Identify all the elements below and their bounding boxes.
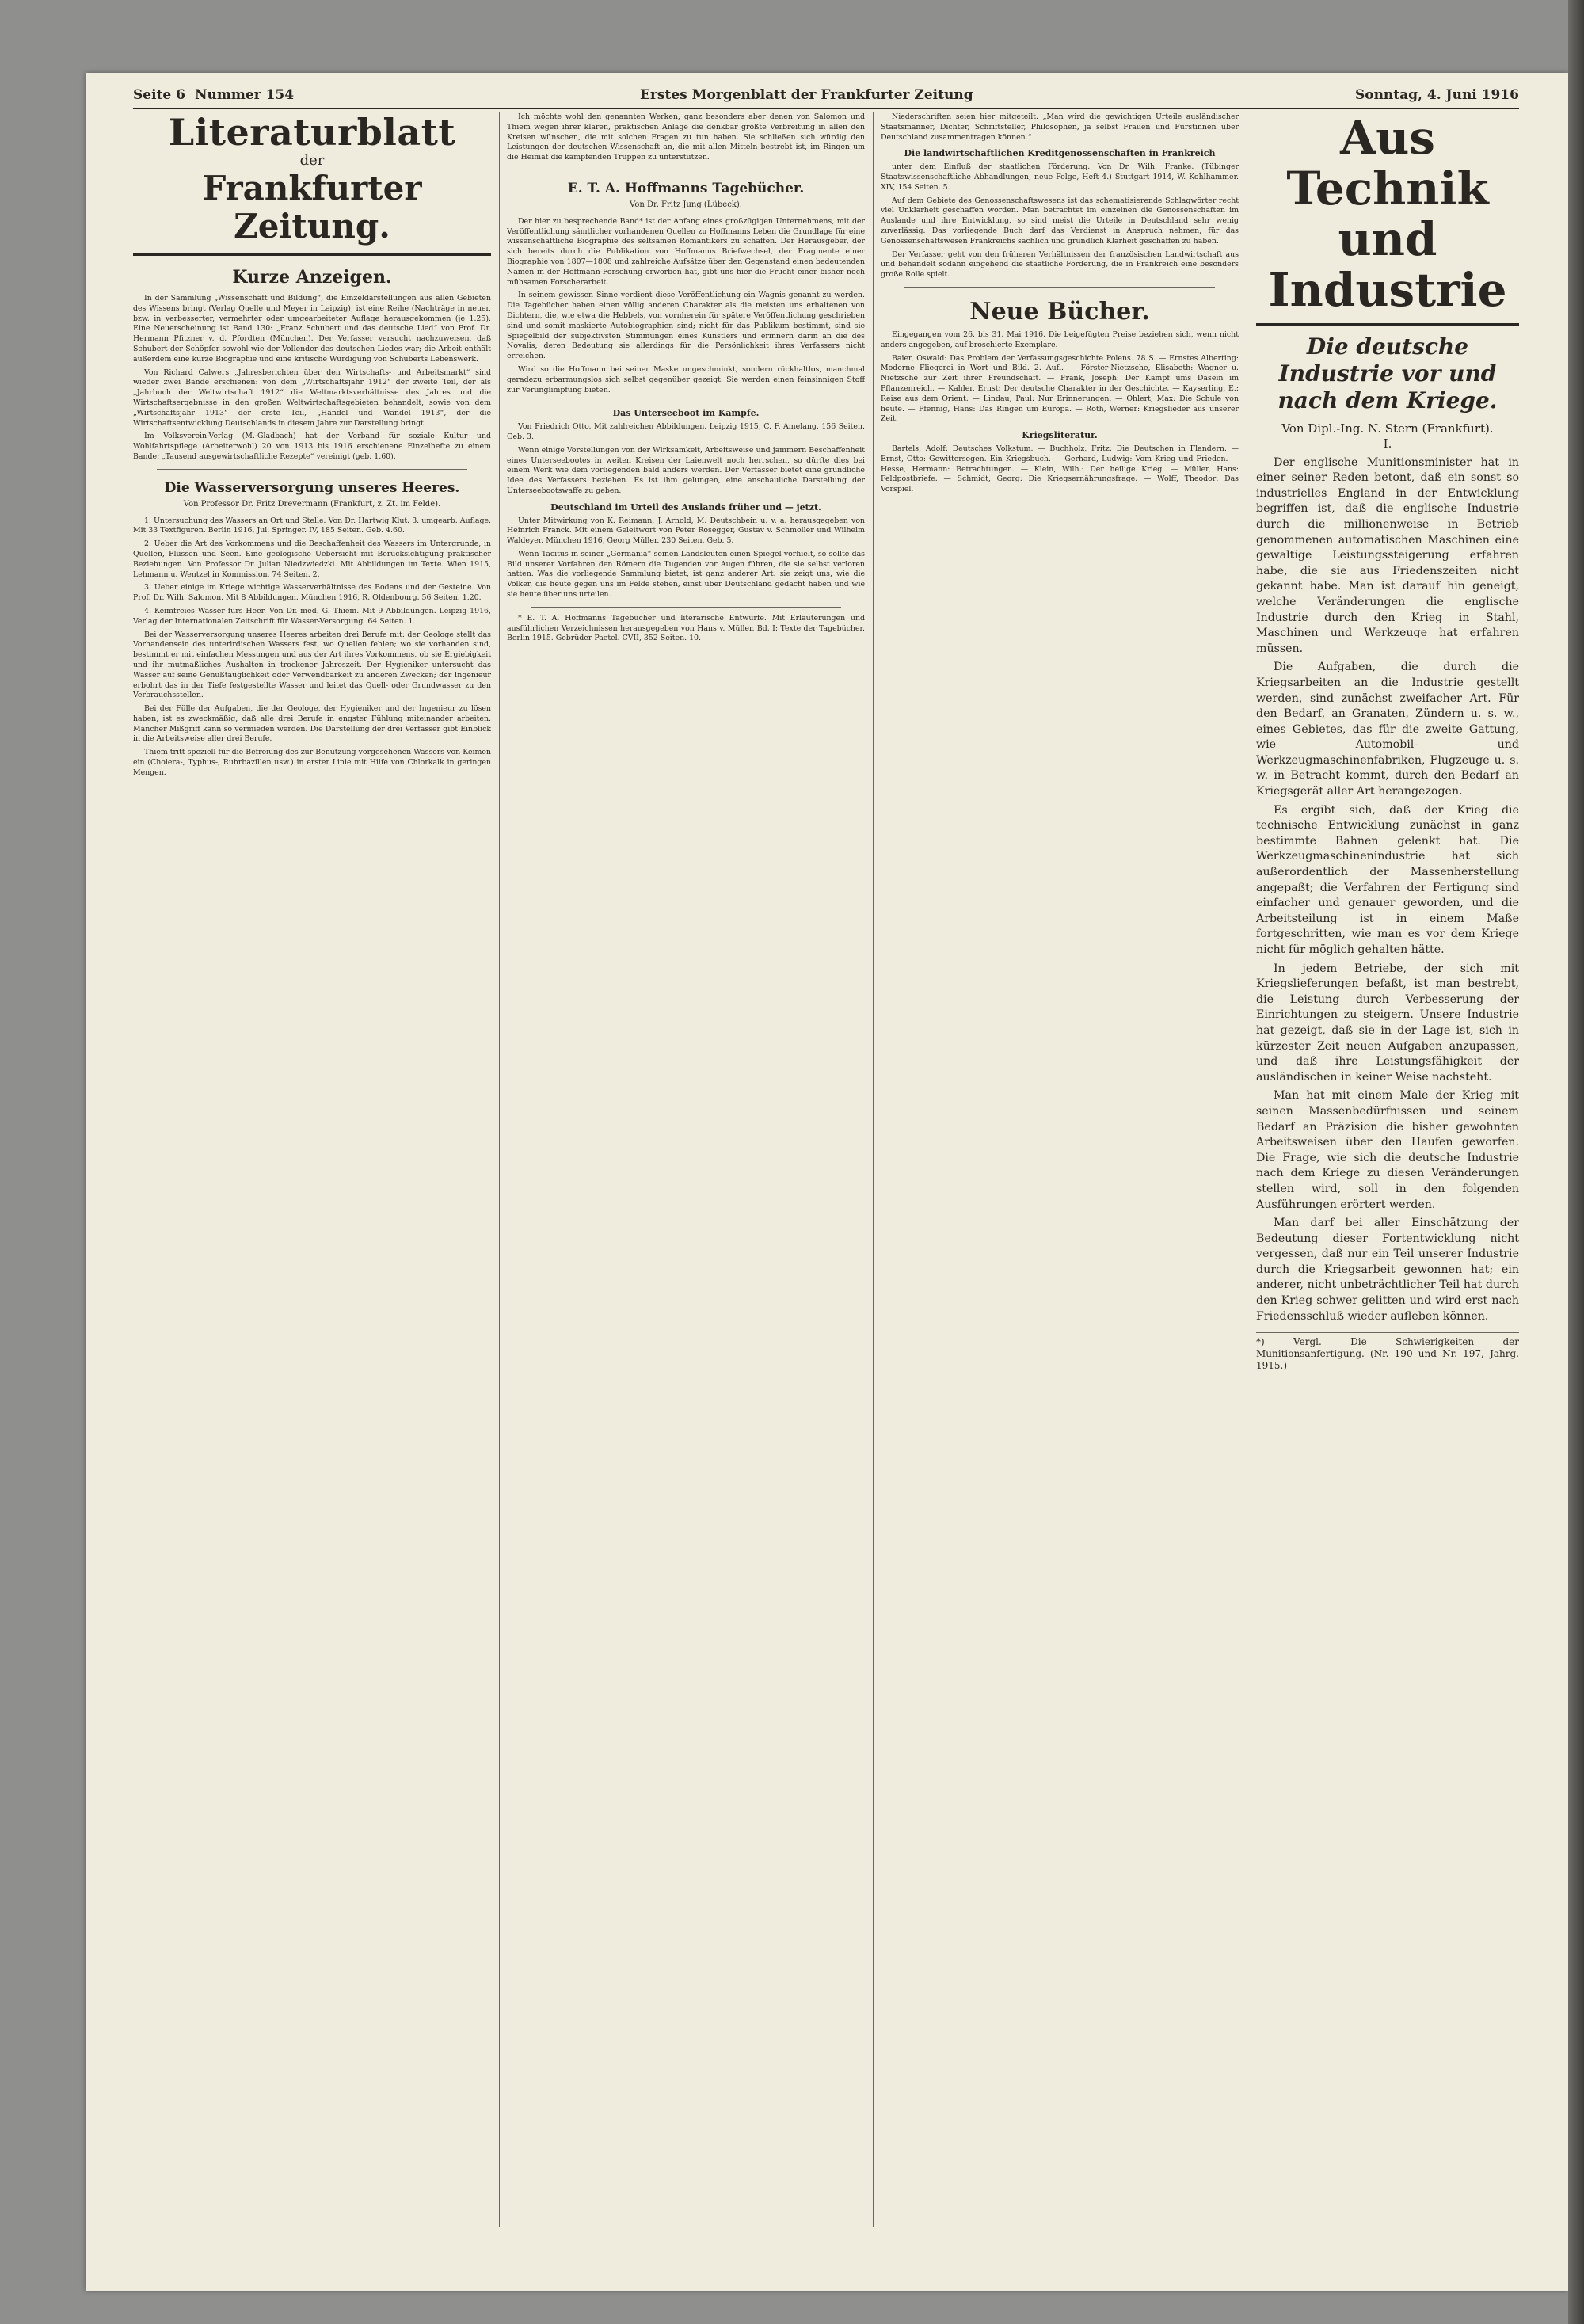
review-meta: Von Friedrich Otto. Mit zahlreichen Abbildungen. Leipzig 1915, C. F. Amelang. 156 Seiten. Geb. 3. — [507, 422, 865, 441]
paragraph: Auf dem Gebiete des Genossenschaftswesens ist das schematisierende Schlagwörter recht viel Unklarheit geschaffen worden. Man betrachtet im einzelnen die Genossenschaften im Auslande und ihre Entwicklung, so sind meist die Urteile in Deutschland sehr wenig zuverlässig. Das vorliegende Buch darf das Verdienst in Anspruch nehmen, für das Genossenschaftswesen Frankreichs sachlich und gründlich Klarheit geschaffen zu haben. — [881, 196, 1239, 246]
article-byline: Von Professor Dr. Fritz Drevermann (Frankfurt, z. Zt. im Felde). — [183, 499, 441, 509]
book-list: Baier, Oswald: Das Problem der Verfassungsgeschichte Polens. 78 S. — Ernstes Alberting: Moderne Fliegerei in Wort und Bild. 2. Aufl. — Förster-Nietzsche, Elisabeth: Wagner u. Nietzsche zur Zeit ihrer Freundschaft. — Frank, Joseph: Der Kampf ums Dasein im Pflanzenreich. — Kahler, Ernst: Der deutsche Charakter in der Geschichte. — Kayserling, E.: Reise aus dem Orient. — Lindau, Paul: Nur Erinnerungen. — Ohlert, Max: Die Schule von heute. — Pfennig, Hans: Das Ringen um Europa. — Roth, Werner: Kriegslieder aus unserer Zeit. — [881, 353, 1239, 424]
running-header — [133, 86, 1519, 109]
footnote: *) Vergl. Die Schwierigkeiten der Munitionsanfertigung. (Nr. 190 und Nr. 197, Jahrg. 1915.) — [1256, 1332, 1519, 1372]
column-rule — [499, 112, 500, 2227]
column-4 — [1256, 112, 1519, 2235]
book-citation: 2. Ueber die Art des Vorkommens und die Beschaffenheit des Wassers im Untergrunde, in Quellen, Flüssen und Seen. Eine geologische Uebersicht mit Berücksichtigung praktischer Beziehungen. Von Professor Dr. Julian Niedzwiedzki. Mit Abbildungen im Texte. Wien 1915, Lehmann u. Wentzel in Kommission. 74 Seiten. 2. — [133, 539, 491, 579]
title-rule — [1256, 323, 1519, 326]
paragraph: In jedem Betriebe, der sich mit Kriegslieferungen befaßt, ist man bestrebt, die Leistung durch Verbesserung der Einrichtungen zu steigern. Unsere Industrie hat gezeigt, daß sie in der Lage ist, sich in kürzester Zeit neuen Aufgaben anzupassen, und daß ihre Leistungsfähigkeit der ausländischen in keiner Weise nachsteht. — [1256, 962, 1519, 1084]
paragraph: Der hier zu besprechende Band* ist der Anfang eines großzügigen Unternehmens, mit der Veröffentlichung sämtlicher vorhandenen Quellen zu Hoffmanns Leben die Grundlage für eine wissenschaftliche Biographie des seltsamen Romantikers zu schaffen. Der Herausgeber, der sich bereits durch die Publikation von Hoffmanns Briefwechsel, der Fragmente einer Biographie von 1807—1808 und zahlreiche Aufsätze über den Gegenstand einen bedeutenden Namen in der Hoffmann-Forschung erworben hat, gibt uns hier die Frucht einer bisher noch mühsamen Forscherarbeit. — [507, 216, 865, 287]
masthead-rule — [133, 253, 491, 256]
paragraph: Bei der Wasserversorgung unseres Heeres arbeiten drei Berufe mit: der Geologe stellt das Vorhandensein des unterirdischen Wassers fest, wo Quellen fehlen; wo sie vorhanden sind, bestimmt er mit einfachen Messungen und aus der Art ihres Vorkommens, ob sie Ergiebigkeit und ihr mutmaßliches Aushalten in trockener Jahreszeit. Der Hygieniker untersucht das Wasser auf seine Genußtauglichkeit oder Verwendbarkeit zu anderen Zwecken; der Ingenieur erbohrt das in der Tiefe festgestellte Wasser und leitet das Quell- oder Grundwasser zu den Verbrauchsstellen. — [133, 630, 491, 700]
paragraph: Von Richard Calwers „Jahresberichten über den Wirtschafts- und Arbeitsmarkt“ sind wieder zwei Bände erschienen: von dem „Wirtschaftsjahr 1912“ der zweite Teil, der als „Jahrbuch der Weltwirtschaft 1912“ die Weltmarktsverhältnisse des Jahres und die Wirtschaftsergebnisse in den großen Weltwirtschaftsgebieten behandelt, sowie von dem „Wirtschaftsjahr 1913“ der erste Teil, „Handel und Wandel 1913“, der die Wirtschaftsentwicklung Deutschlands in diesem Jahre zur Darstellung bringt. — [133, 368, 491, 428]
new-books-heading: Neue Bücher. — [969, 297, 1150, 326]
paragraph: Bei der Fülle der Aufgaben, die der Geologe, der Hygieniker und der Ingenieur zu lösen haben, ist es zweckmäßig, daß alle drei Berufe in engster Fühlung miteinander arbeiten. Mancher Mißgriff kann so vermieden werden. Die Darstellung der drei Verfasser gibt Einblick in die Arbeitsweise aller drei Berufe. — [133, 704, 491, 744]
paragraph: Es ergibt sich, daß der Krieg die technische Entwicklung zunächst in ganz bestimmte Bahnen gelenkt hat. Die Werkzeugmaschinenindustrie hat sich außerordentlich der Massenherstellung angepaßt; die Verfahren der Fertigung sind einfacher und genauer geworden, und die Arbeitsteilung ist in einem Maße fortgeschritten, wie man es vor dem Kriege nicht für möglich gehalten hätte. — [1256, 803, 1519, 956]
article-title: Die landwirtschaftlichen Kreditgenossenschaften in Frankreich — [904, 148, 1216, 159]
divider — [531, 607, 841, 608]
paragraph: Man hat mit einem Male der Krieg mit seinen Massenbedürfnissen und seinem Bedarf an Präzision die bisher gewohnten Arbeitsweisen über den Haufen geworfen. Die Frage, wie sich die deutsche Industrie nach dem Kriege zu diesen Veränderungen stellen wird, soll in den folgenden Ausführungen erörtert werden. — [1256, 1089, 1519, 1211]
article-title: Die Wasserversorgung unseres Heeres. — [164, 479, 460, 496]
paragraph: Im Volksverein-Verlag (M.-Gladbach) hat der Verband für soziale Kultur und Wohlfahrtspflege (Arbeiterwohl) 20 von 1913 bis 1916 erschienene Einzelhefte zu einem Bande: „Tausend ausgewirtschaftliche Rezepte“ vereinigt (geb. 1.60). — [133, 432, 491, 461]
paragraph: Die Aufgaben, die durch die Kriegsarbeiten an die Industrie gestellt werden, sind zunächst zweifacher Art. Für den Bedarf, an Granaten, Zündern u. s. w., eines Gebietes, das für die zweite Gattung, wie Automobil- und Werkzeugmaschinenfabriken, Flugzeuge u. s. w. in Betracht kommt, durch den Bedarf an Kriegsgerät aller Art herangezogen. — [1256, 661, 1519, 798]
masthead-title: Literaturblatt — [168, 112, 456, 154]
divider — [904, 287, 1215, 288]
page-label: Seite 6 — [133, 87, 185, 103]
review-title: Deutschland im Urteil des Auslands früher und — jetzt. — [550, 501, 821, 512]
book-citation: 3. Ueber einige im Kriege wichtige Wasserverhältnisse des Bodens und der Gesteine. Von Prof. Dr. Wilh. Salomon. Mit 8 Abbildungen. München 1916, R. Oldenbourg. 56 Seiten. 1.20. — [133, 583, 491, 603]
newspaper-page — [133, 79, 1519, 2242]
masthead-der: der — [299, 152, 325, 169]
article-body — [1256, 455, 1519, 1325]
paragraph: Man darf bei aller Einschätzung der Bedeutung dieser Fortentwicklung nicht vergessen, daß nur ein Teil unserer Industrie durch die Kriegsarbeit gewonnen hat; ein anderer, nicht unbeträchtlicher Teil hat durch den Krieg schwer gelitten und wird erst nach Friedensschluß wieder aufleben können. — [1256, 1217, 1519, 1323]
paragraph: Thiem tritt speziell für die Befreiung des zur Benutzung vorgesehenen Wassers von Keimen ein (Cholera-, Typhus-, Ruhrbazillen usw.) in erster Linie mit Hilfe von Chlorkalk in geringen Mengen. — [133, 748, 491, 777]
column-1 — [133, 112, 491, 2235]
column-2 — [507, 112, 865, 2235]
article-byline: Von Dipl.-Ing. N. Stern (Frankfurt). — [1281, 421, 1494, 436]
paragraph: Wird so die Hoffmann bei seiner Maske ungeschminkt, sondern rückhaltlos, manchmal geradezu erbarmungslos sich selbst gegenüber gezeigt. Sie werden einen feinsinnigen Stoff zur Verunglimpfung bieten. — [507, 364, 865, 394]
paragraph: Niederschriften seien hier mitgeteilt. „Man wird die gewichtigen Urteile ausländischer Staatsmänner, Dichter, Schriftsteller, Philosophen, ja selbst Frauen und Fürstinnen über Deutschland zusammentragen können.“ — [881, 112, 1239, 142]
footnote: * E. T. A. Hoffmanns Tagebücher und literarische Entwürfe. Mit Erläuterungen und ausführlichen Verzeichnissen herausgegeben von Hans v. Müller. Bd. I: Texte der Tagebücher. Berlin 1915. Gebrüder Paetel. CVII, 352 Seiten. 10. — [507, 613, 865, 643]
article-title: E. T. A. Hoffmanns Tagebücher. — [567, 180, 805, 196]
book-citation: 1. Untersuchung des Wassers an Ort und Stelle. Von Dr. Hartwig Klut. 3. umgearb. Auflage. Mit 33 Textfiguren. Berlin 1916, Jul. Springer. IV, 185 Seiten. Geb. 4.60. — [133, 516, 491, 535]
paragraph: Wenn Tacitus in seiner „Germania“ seinen Landsleuten einen Spiegel vorhielt, so sollte das Bild unserer Vorfahren den Römern die Tugenden vor Augen führen, die sie selbst verloren hatten. Was die vorliegende Sammlung bietet, ist ganz anderer Art: sie zeigt uns, wie die Völker, die heute gegen uns im Felde stehen, einst über Deutschland gedacht haben und wie sie heute über uns urteilen. — [507, 549, 865, 600]
paper-name: Erstes Morgenblatt der Frankfurter Zeitung — [640, 87, 973, 103]
paragraph: Wenn einige Vorstellungen von der Wirksamkeit, Arbeitsweise und jammern Beschaffenheit eines Unterseebootes in weiten Kreisen der Laienwelt noch herrschen, so dürfte dies bei einem Werk wie dem vorliegenden bald anders werden. Der Verfasser bietet eine gründliche Idee des Verfassers beziehen. Es ist ihm gelungen, eine anschauliche Darstellung der Unterseebootswaffe zu geben. — [507, 445, 865, 495]
paragraph: Ich möchte wohl den genannten Werken, ganz besonders aber denen von Salomon und Thiem wegen ihrer klaren, praktischen Anlage die denkbar größte Verbreitung in allen den Kreisen wünschen, die mit solchen Fragen zu tun haben. Sie schließen sich würdig den Leistungen der deutschen Wissenschaft an, die mit allen Mitteln bestrebt ist, im Ringen um die Heimat die kämpfenden Truppen zu unterstützen. — [507, 112, 865, 162]
section-title: Aus Technik und Industrie — [1268, 112, 1507, 317]
book-citation: 4. Keimfreies Wasser fürs Heer. Von Dr. med. G. Thiem. Mit 9 Abbildungen. Leipzig 1916, Verlag der Internationalen Zeitschrift für Wasser-Versorgung. 64 Seiten. 1. — [133, 606, 491, 626]
column-3 — [881, 112, 1239, 2235]
kriegsliteratur-heading: Kriegsliteratur. — [1022, 430, 1098, 441]
section-number: I. — [1383, 436, 1392, 451]
book-list: Bartels, Adolf: Deutsches Volkstum. — Buchholz, Fritz: Die Deutschen in Flandern. — Ernst, Otto: Gewittersegen. Ein Kriegsbuch. — Gerhard, Ludwig: Vom Krieg und Frieden. — Hesse, Hermann: Betrachtungen. — Klein, Wilh.: Der heilige Krieg. — Müller, Hans: Feldpostbriefe. — Schmidt, Georg: Die Kriegsernährungsfrage. — Wolff, Theodor: Das Vorspiel. — [881, 444, 1239, 494]
book-edge — [1568, 0, 1584, 2324]
paragraph: In der Sammlung „Wissenschaft und Bildung“, die Einzeldarstellungen aus allen Gebieten des Wissens bringt (Verlag Quelle und Meyer in Leipzig), ist eine Reihe (Nachträge in neuer, bzw. in verbesserter, vermehrter oder umgearbeiteter Auflage herausgekommen (je 1.25). Eine Neuerscheinung ist Band 130: „Franz Schubert und das deutsche Lied“ von Prof. Dr. Hermann Pfitzner v. d. Pfordten (München). Der Verfasser versucht nachzuweisen, daß Schubert der Schöpfer sowohl wie der Vollender des deutschen Liedes war; die Arbeit enthält außerdem eine kurze Biographie und eine kritische Würdigung von Schuberts Lebenswerk. — [133, 294, 491, 364]
new-books-intro: Eingegangen vom 26. bis 31. Mai 1916. Die beigefügten Preise beziehen sich, wenn nicht anders angegeben, auf broschierte Exemplare. — [881, 330, 1239, 349]
article-meta: unter dem Einfluß der staatlichen Förderung. Von Dr. Wilh. Franke. (Tübinger Staatswissenschaftliche Abhandlungen, neue Folge, Heft 4.) Stuttgart 1914, W. Kohlhammer. XIV, 154 Seiten. 5. — [881, 162, 1239, 192]
article-title: Die deutsche Industrie vor und nach dem Kriege. — [1277, 333, 1498, 413]
paragraph: Der englische Munitionsminister hat in einer seiner Reden betont, daß ein sonst so industrielles England in der Entwicklung begriffen ist, daß die englische Industrie durch die millionenweise in Betrieb genommenen automatischen Maschinen eine gewaltige Leistungssteigerung erfahren habe, die sie aus Friedenszeiten nicht gekannt habe. Man ist darauf hin geneigt, welche Veränderungen die englische Industrie durch den Krieg in Stahl, Maschinen und Werkzeuge hat erfahren müssen. — [1256, 455, 1519, 655]
article-byline: Von Dr. Fritz Jung (Lübeck). — [630, 200, 742, 209]
review-title: Das Unterseeboot im Kampfe. — [612, 408, 760, 419]
divider — [157, 469, 467, 470]
paragraph: Der Verfasser geht von den früheren Verhältnissen der französischen Landwirtschaft aus und behandelt sodann eingehend die staatliche Förderung, die in Frankreich eine besonders große Rolle spielt. — [881, 250, 1239, 280]
section-heading: Kurze Anzeigen. — [232, 267, 392, 288]
column-rule — [873, 112, 874, 2227]
paragraph: In seinem gewissen Sinne verdient diese Veröffentlichung ein Wagnis genannt zu werden. Die Tagebücher haben einen völlig anderen Charakter als die meisten uns erhaltenen von Dichtern, die, wie etwa die Hebbels, von vornherein für spätere Veröffentlichung geschrieben sind und somit maskierte Autobiographien sind; nicht für das Publikum bestimmt, sind sie Spiegelbild der subjektivsten Stimmungen eines Künstlers und erinnern darin an die des Novalis, deren Bedeutung sie allerdings für die Persönlichkeit ihres Verfassers nicht erreichen. — [507, 291, 865, 361]
masthead-paper-name: Frankfurter Zeitung. — [202, 169, 422, 246]
issue-label: Nummer 154 — [195, 87, 295, 103]
issue-date: Sonntag, 4. Juni 1916 — [1354, 87, 1519, 103]
review-meta: Unter Mitwirkung von K. Reimann, J. Arnold, M. Deutschbein u. v. a. herausgegeben von Heinrich Franck. Mit einem Geleitwort von Peter Rosegger, Gustav v. Schmoller und Wilhelm Waldeyer. München 1916, Georg Müller. 230 Seiten. Geb. 5. — [507, 516, 865, 546]
